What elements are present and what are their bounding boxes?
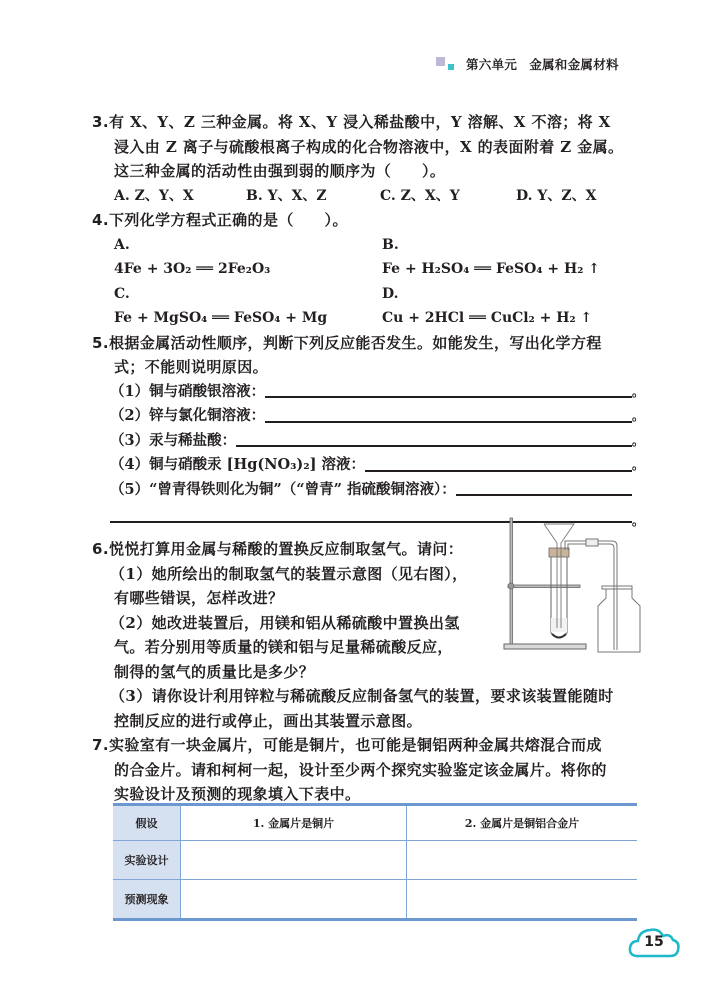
equation-lhs: Fe + MgSO₄ [114,310,208,326]
question-text: 悦悦打算用金属与稀酸的置换反应制取氢气。请问： [108,540,464,558]
long-neck-funnel [544,524,574,628]
question-text: 根据金属活动性顺序，判断下列反应能否发生。如能发生，写出化学方程 [108,333,602,352]
question-text: 有 X、Y、Z 三种金属。将 X、Y 浸入稀盐酸中，Y 溶解、X 不溶；将 X [108,113,611,131]
page-number: 15 [644,934,664,950]
sub-question-text: （1）她所绘出的制取氢气的装置示意图（见右图）， [110,564,468,583]
delivery-tube [565,539,617,650]
equation-lhs: Cu + 2HCl [382,310,465,326]
equals-sign: ══ [196,261,214,277]
question-number: 5. [92,333,109,352]
table-row [113,841,637,880]
question-text: 式；不能则说明原因。 [114,358,269,376]
question-text: 浸入由 Z 离子与硫酸根离子构成的化合物溶液中，X 的表面附着 Z 金属。 [114,137,624,156]
question-text: 的合金片。请和柯柯一起，设计至少两个探究实验鉴定该金属片。将你的 [114,760,607,779]
equation-rhs: FeSO₄ + Mg [233,310,328,326]
chapter-title [466,55,619,73]
sub-question-text: 有哪些错误，怎样改进？ [114,589,284,607]
option-a[interactable]: A. Z、Y、X [114,187,194,204]
header-cell-copper: 1. 金属片是铜片 [181,805,407,841]
table-header-row [113,805,637,841]
period-mark: 。 [632,458,645,472]
option-d[interactable]: D. Y、Z、X [516,187,597,204]
row-label-design: 实验设计 [113,841,181,880]
experiment-table [113,803,637,921]
sub-question-1 [92,380,645,405]
sub-question-text: 控制反应的进行或停止，画出其装置示意图。 [114,711,423,730]
header-cell-hypothesis: 假设 [113,805,181,841]
sub-question-label: （4）铜与硝酸汞 [Hg(NO₃)₂] 溶液： [110,456,366,473]
period-mark: 。 [632,514,645,528]
header-cell-alloy: 2. 金属片是铜铝合金片 [464,817,580,830]
answer-blank[interactable] [265,382,632,398]
answer-blank[interactable] [365,456,632,472]
question-text: 下列化学方程式正确的是（ ）。 [108,211,348,229]
answer-cell[interactable] [407,880,638,920]
unit-title: 金属和金属材料 [529,57,619,72]
unit-label: 第六单元 [466,57,518,72]
sub-question-label: （3）汞与稀盐酸： [110,431,237,449]
question-number: 3. [92,113,109,131]
question-number: 7. [92,736,109,754]
options-row [92,233,640,282]
option-label: D. [382,285,399,302]
question-text: 实验设计及预测的现象填入下表中。 [114,785,361,803]
answer-blank[interactable] [265,407,632,423]
answer-cell[interactable] [407,841,638,880]
iron-stand [504,518,586,649]
question-3 [92,110,640,208]
sub-question-label: （1）铜与硝酸银溶液： [110,382,266,400]
sub-question-text: （3）请你设计利用锌粒与稀硫酸反应制备氢气的装置，要求该装置能随时 [110,687,614,705]
decor-square-purple [436,57,445,66]
test-tube [551,554,567,638]
answer-cell[interactable] [181,841,407,880]
equation-lhs: 4Fe + 3O₂ [114,261,192,277]
option-b[interactable]: B. Y、X、Z [246,187,327,204]
rubber-stopper [549,548,569,557]
option-label: B. [382,236,399,253]
sub-question-text: 气。若分别用等质量的镁和铝与足量稀硫酸反应， [114,638,453,656]
option-b[interactable] [382,233,650,282]
question-number: 4. [92,211,109,229]
row-label-prediction: 预测现象 [113,880,181,920]
period-mark: 。 [632,409,645,423]
period-mark: 。 [632,433,645,448]
option-c[interactable] [114,282,382,331]
sub-question-4 [92,453,645,478]
equals-sign: ══ [212,310,230,326]
options [92,184,640,209]
page-number-badge [626,922,682,962]
sub-question-2 [92,404,645,429]
equals-sign: ══ [474,261,492,277]
sub-question-text: （2）她改进装置后，用镁和铝从稀硫酸中置换出氢 [110,613,460,632]
exercise-content [92,110,645,807]
sub-question-label: （5）“曾青得铁则化为铜”（“曾青” 指硫酸铜溶液）： [110,480,456,498]
gas-collection-bottle [598,586,640,652]
option-d[interactable] [382,282,650,331]
question-5 [92,331,645,530]
sub-question-label: （2）锌与氯化铜溶液： [110,407,266,424]
question-7 [92,733,640,807]
running-header [436,55,619,73]
option-label: A. [114,236,130,253]
options-row [92,282,640,331]
answer-blank[interactable] [236,431,632,447]
option-c[interactable]: C. Z、X、Y [380,187,460,204]
answer-cell[interactable] [181,880,407,920]
period-mark: 。 [632,384,645,399]
equals-sign: ══ [469,310,486,326]
answer-blank[interactable] [456,480,632,496]
equation-rhs: FeSO₄ + H₂ ↑ [495,261,600,277]
question-4 [92,208,640,331]
decor-square-teal [448,64,454,70]
question-number: 6. [92,540,109,558]
table-row [113,880,637,920]
hydrogen-apparatus-figure [498,510,648,660]
equation-rhs: 2Fe₂O₃ [217,261,271,277]
equation-rhs: CuCl₂ + H₂ ↑ [490,310,593,326]
option-a[interactable] [114,233,382,282]
sub-question-text: 制得的氢气的质量比是多少？ [114,662,315,681]
option-label: C. [114,285,130,302]
sub-question-3 [92,429,645,454]
sub-question-5 [92,478,640,503]
equation-lhs: Fe + H₂SO₄ [382,261,470,277]
question-text: 实验室有一块金属片，可能是铜片，也可能是铜铝两种金属共熔混合而成 [108,736,602,754]
question-text: 这三种金属的活动性由强到弱的顺序为（ ）。 [114,162,446,180]
